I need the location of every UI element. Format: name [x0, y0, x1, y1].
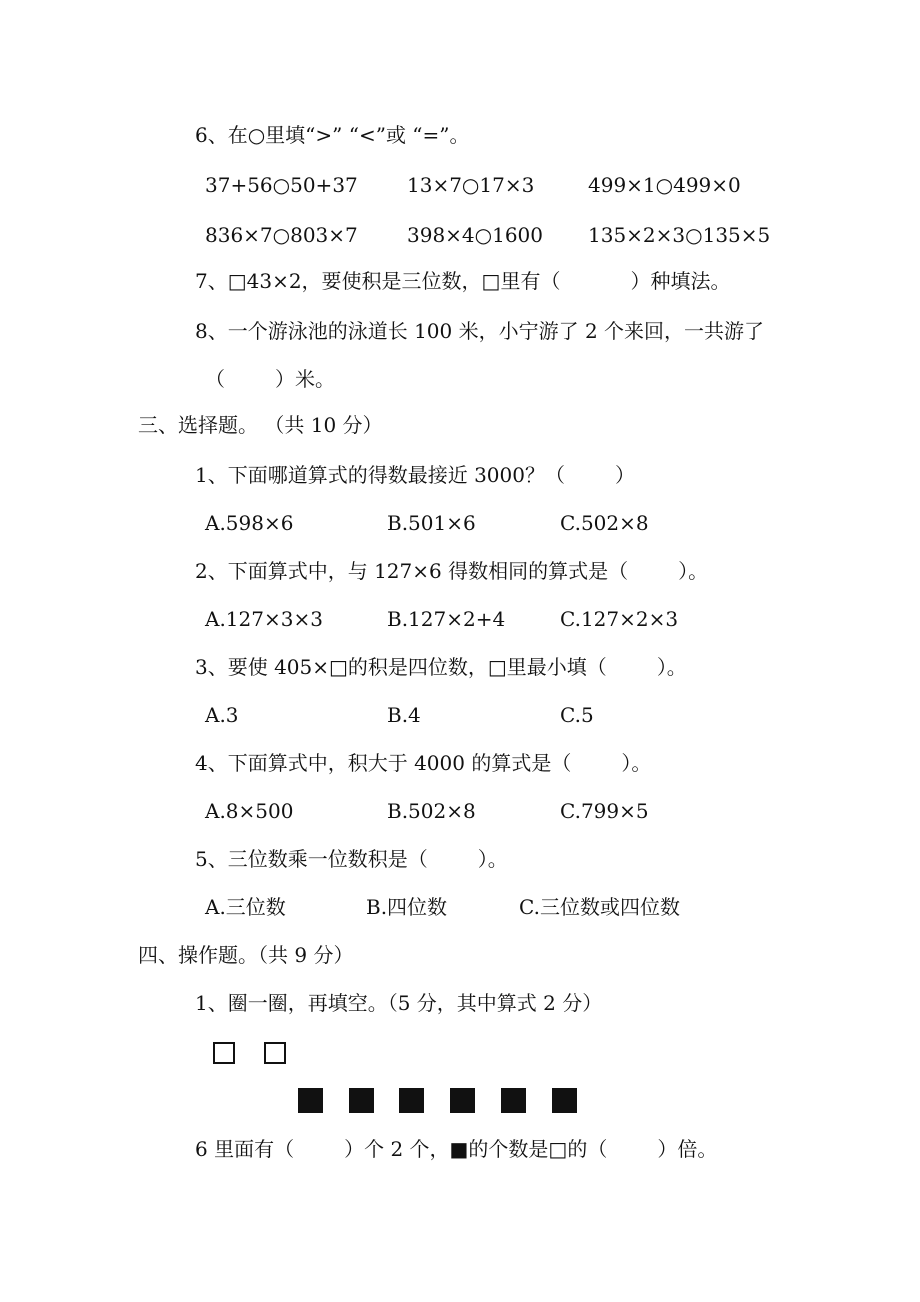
q6-item: 836×7○803×7: [205, 223, 358, 247]
q7-text-b: ）种填法。: [630, 269, 731, 293]
filled-square: [552, 1088, 577, 1113]
q8-line1: 8、一个游泳池的泳道长 100 米，小宁游了 2 个来回，一共游了: [195, 319, 765, 343]
filled-square: [349, 1088, 374, 1113]
s3-q4-stem-a: 4、下面算式中，积大于 4000 的算式是（: [195, 751, 572, 775]
q8-line2: [205, 366, 335, 392]
q6-item: 499×1○499×0: [588, 173, 741, 197]
s3-question-stem: [195, 462, 635, 488]
outline-square: [264, 1042, 286, 1064]
filled-square: [450, 1088, 475, 1113]
q6-item: 13×7○17×3: [407, 173, 535, 197]
s4-answer-a: 6 里面有（: [195, 1137, 295, 1161]
s3-q3-stem-b: ）。: [656, 655, 687, 679]
q6-prompt: 6、在○里填“>” “<”或 “=”。: [195, 123, 470, 147]
s3-question-stem: [195, 750, 651, 776]
s3-q5-option-a: A.三位数: [205, 895, 286, 919]
section4-heading: 四、操作题。（共 9 分）: [138, 943, 354, 967]
q7-text: [195, 268, 730, 294]
s4-q1-prompt: 1、圈一圈，再填空。（5 分，其中算式 2 分）: [195, 991, 603, 1015]
s3-q3-option-b: B.4: [387, 703, 421, 727]
s3-q2-option-b: B.127×2+4: [387, 607, 506, 631]
q6-item: 135×2×3○135×5: [588, 223, 771, 247]
s3-q1-option-c: C.502×8: [560, 511, 649, 535]
s3-q3-stem-a: 3、要使 405×□的积是四位数，□里最小填（: [195, 655, 607, 679]
s3-q3-option-a: A.3: [205, 703, 239, 727]
s3-q1-stem-b: ）: [614, 463, 635, 487]
s3-q4-option-b: B.502×8: [387, 799, 476, 823]
s3-q5-option-b: B.四位数: [366, 895, 448, 919]
s4-q1-answer: [195, 1136, 717, 1162]
filled-square: [399, 1088, 424, 1113]
q6-item: 398×4○1600: [407, 223, 544, 247]
s3-question-stem: [195, 558, 708, 584]
s3-q5-option-c: C.三位数或四位数: [519, 895, 680, 919]
s3-q4-option-a: A.8×500: [205, 799, 294, 823]
s3-q1-option-b: B.501×6: [387, 511, 476, 535]
q6-item: 37+56○50+37: [205, 173, 358, 197]
s3-question-stem: [195, 654, 687, 680]
s3-q2-stem-a: 2、下面算式中，与 127×6 得数相同的算式是（: [195, 559, 629, 583]
s3-q5-stem-a: 5、三位数乘一位数积是（: [195, 847, 428, 871]
outline-square: [213, 1042, 235, 1064]
s3-q5-stem-b: ）。: [477, 847, 508, 871]
section3-heading: 三、选择题。 （共 10 分）: [138, 413, 383, 437]
q7-text-a: 7、□43×2，要使积是三位数，□里有（: [195, 269, 561, 293]
s3-q2-option-a: A.127×3×3: [205, 607, 323, 631]
s4-answer-c: ）倍。: [657, 1137, 718, 1161]
s3-q1-stem-a: 1、下面哪道算式的得数最接近 3000？（: [195, 463, 565, 487]
q8-line2-b: ）米。: [275, 367, 335, 391]
filled-square: [501, 1088, 526, 1113]
s3-q4-option-c: C.799×5: [560, 799, 649, 823]
filled-square: [298, 1088, 323, 1113]
s3-question-stem: [195, 846, 508, 872]
s3-q1-option-a: A.598×6: [205, 511, 294, 535]
s3-q2-option-c: C.127×2×3: [560, 607, 679, 631]
s3-q3-option-c: C.5: [560, 703, 594, 727]
s3-q2-stem-b: ）。: [678, 559, 709, 583]
s3-q4-stem-b: ）。: [621, 751, 652, 775]
q8-line2-a: （: [205, 367, 225, 391]
s4-answer-b: ）个 2 个，■的个数是□的（: [344, 1137, 608, 1161]
